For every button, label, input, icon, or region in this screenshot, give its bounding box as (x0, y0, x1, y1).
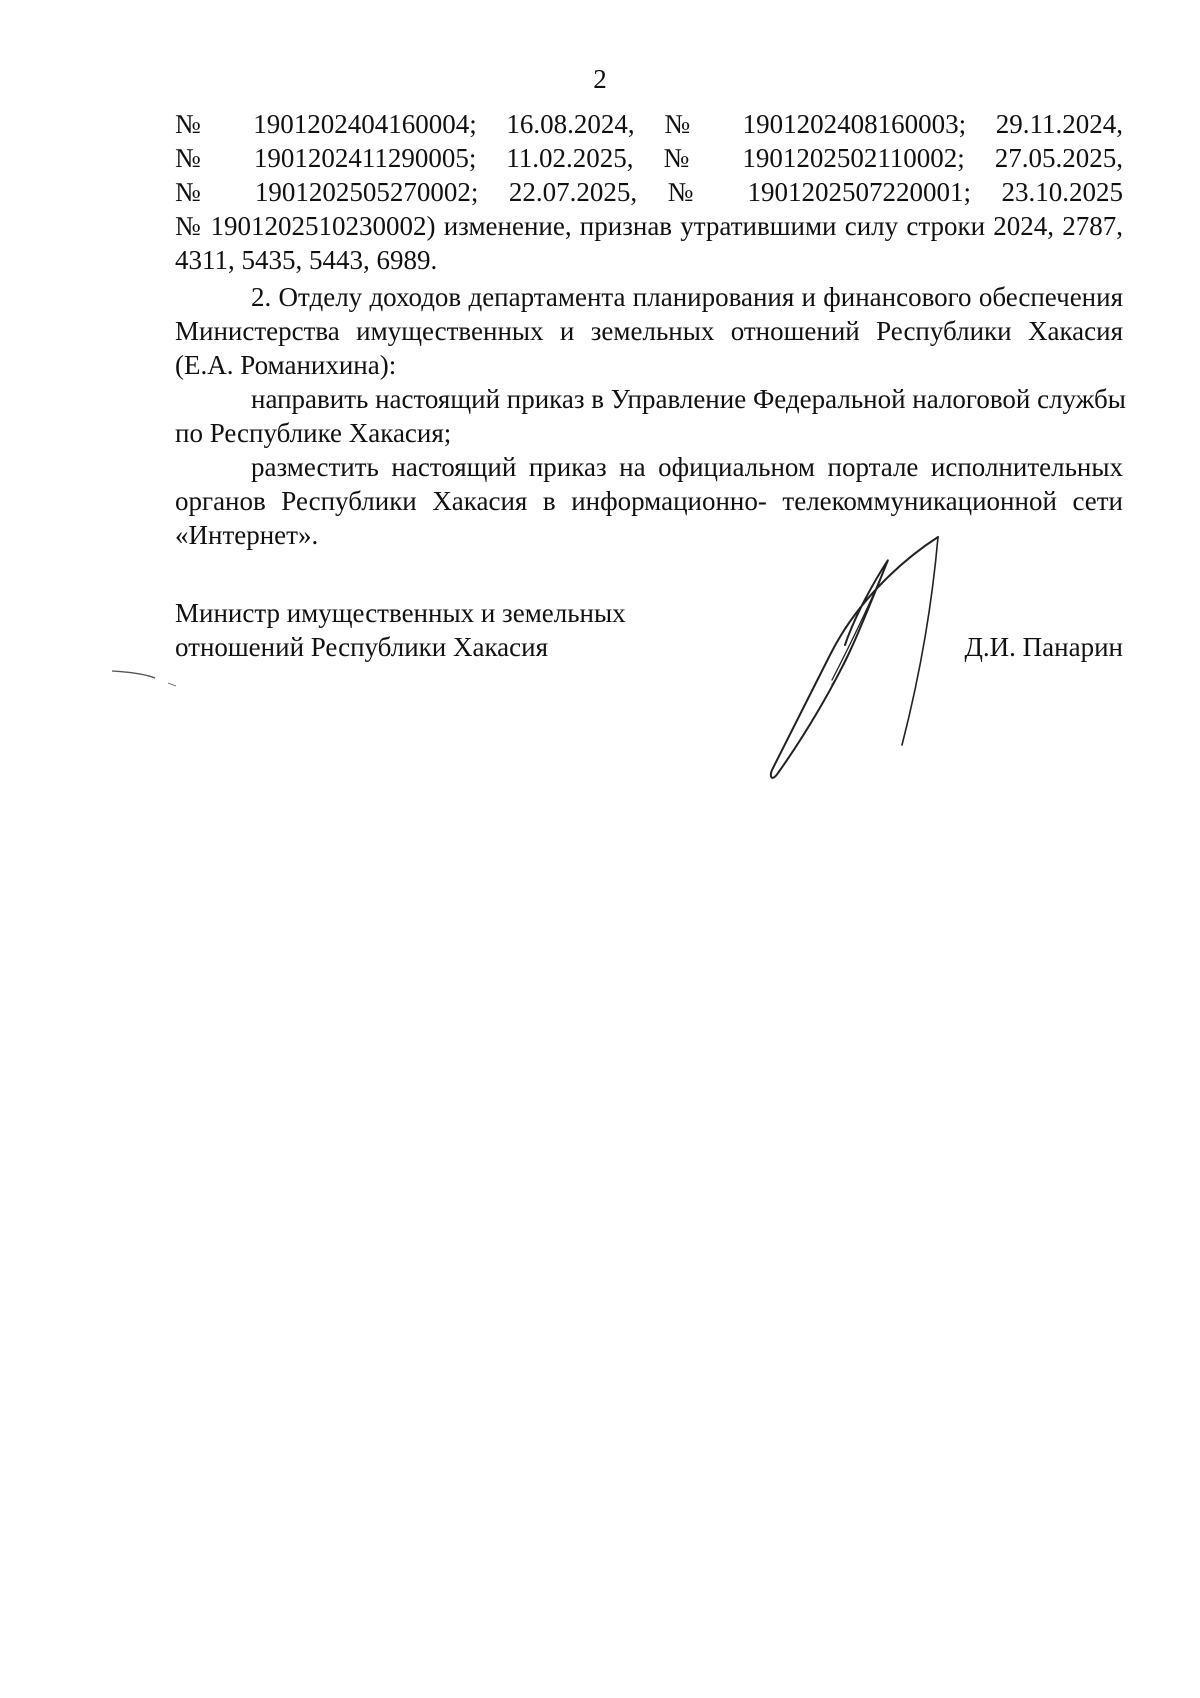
signatory-name: Д.И. Панарин (964, 632, 1123, 662)
paragraph-amendment (175, 107, 1123, 277)
scan-artifact-mark (110, 665, 190, 695)
text-line: № 1901202411290005; 11.02.2025, № 1901202502110002; 27.05.2025, (175, 143, 1123, 173)
text-line: № 1901202510230002) изменение, признав утратившими силу строки 2024, 2787, (175, 211, 1123, 241)
text-line: по Республике Хакасия; (175, 418, 452, 448)
text-line: «Интернет». (175, 520, 319, 550)
text-line: 2. Отделу доходов департамента планирования и финансового обеспечения (251, 282, 1123, 312)
page-number: 2 (593, 64, 607, 94)
text-line: 4311, 5435, 5443, 6989. (175, 245, 438, 275)
text-line: направить настоящий приказ в Управление Федеральной налоговой службы (251, 384, 1126, 414)
signatory-title (175, 596, 626, 664)
document-body (175, 107, 1126, 552)
signatory-title-line: отношений Республики Хакасия (175, 632, 548, 662)
text-line: разместить настоящий приказ на официальном портале исполнительных (251, 452, 1123, 482)
paragraph-department-instruction (175, 280, 1123, 382)
text-line: № 1901202404160004; 16.08.2024, № 1901202408160003; 29.11.2024, (175, 109, 1123, 139)
signatory-title-line: Министр имущественных и земельных (175, 598, 626, 628)
handwritten-signature (760, 535, 960, 795)
text-line: № 1901202505270002; 22.07.2025, № 1901202507220001; 23.10.2025 (175, 177, 1123, 207)
text-line: (Е.А. Романихина): (175, 350, 397, 380)
text-line: органов Республики Хакасия в информационно- телекоммуникационной сети (175, 486, 1123, 516)
instruction-item-send (175, 382, 1126, 450)
text-line: Министерства имущественных и земельных отношений Республики Хакасия (175, 316, 1123, 346)
instruction-item-publish (175, 450, 1123, 552)
